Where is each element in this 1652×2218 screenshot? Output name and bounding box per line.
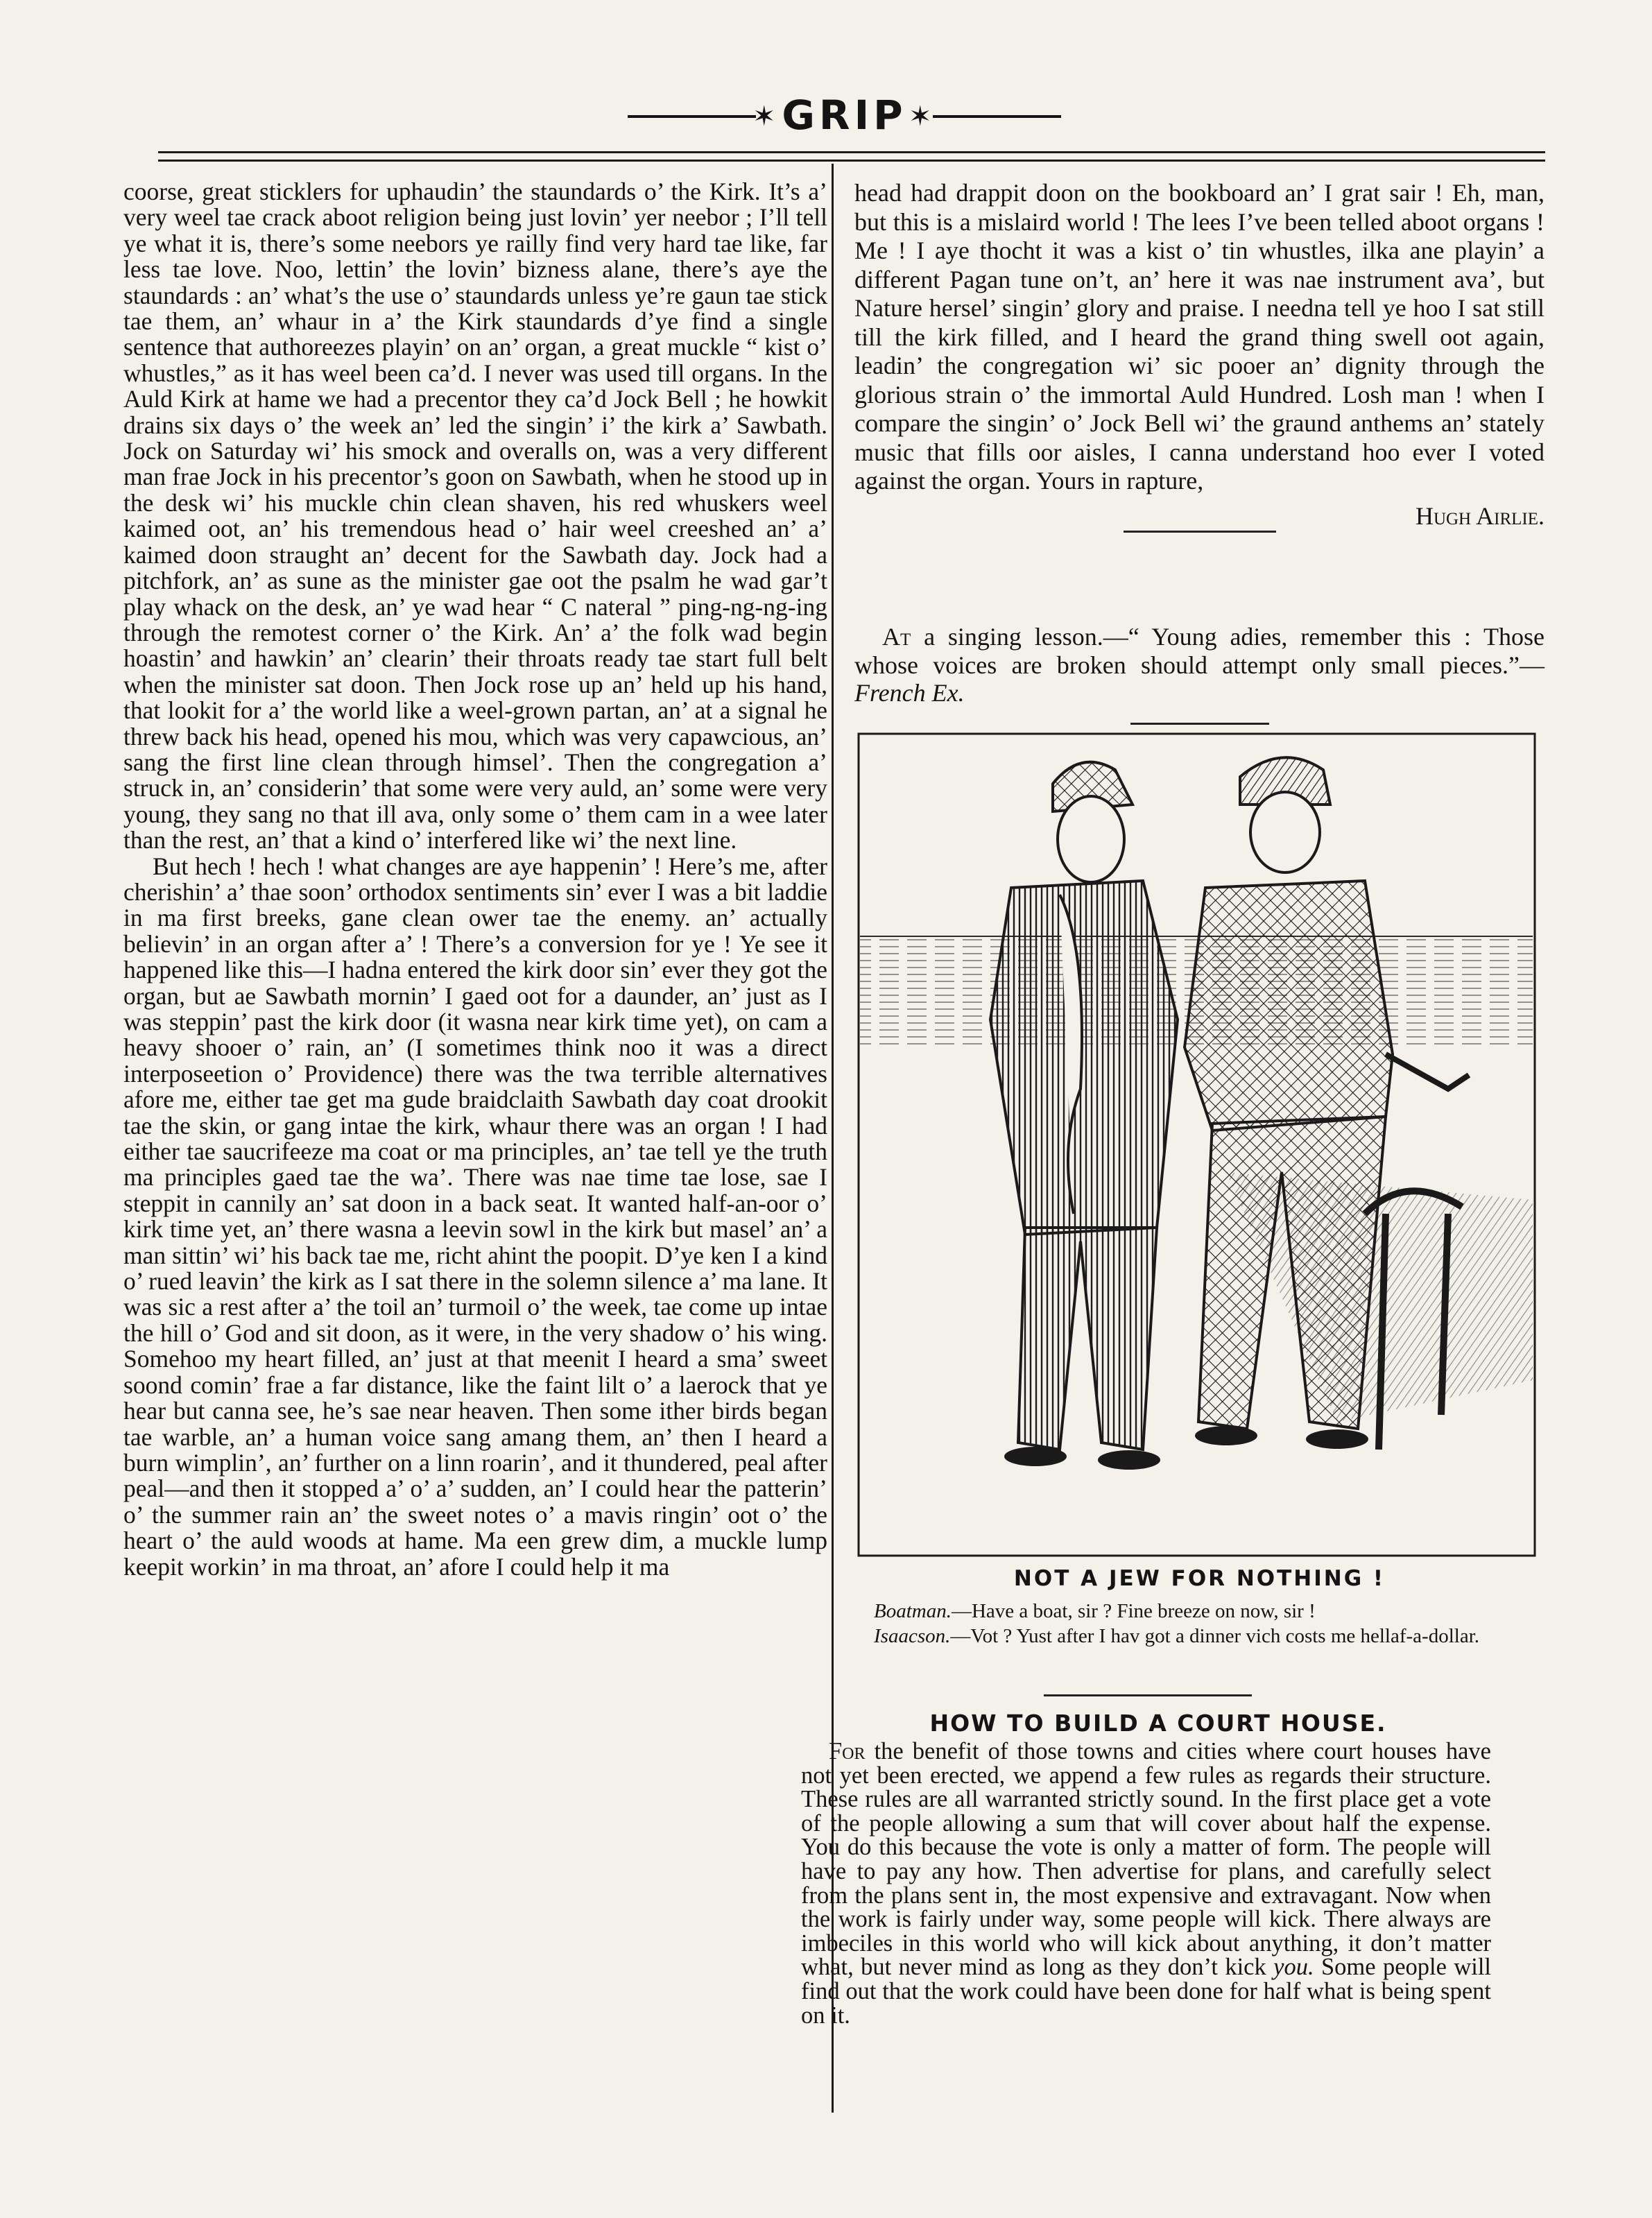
left-column [123, 179, 827, 1580]
masthead-rule-left [628, 115, 756, 118]
star-ornament-left: ✶ [752, 101, 776, 132]
section-separator [1044, 1694, 1252, 1696]
speaker-line: —Vot ? Yust after I hav got a dinner vich costs me hellaf-a-dollar. [950, 1625, 1479, 1647]
cartoon-illustration [852, 728, 1545, 1561]
letter-paragraph: coorse, great sticklers for uphaudin’ the staundards o’ the Kirk. It’s a’ very weel tae crack aboot religion being just lovin’ yer neebor ; I’ll tell ye what it is, there’s some neebors ye railly find very hard tae like, far less tae love. Noo, lettin’ the lovin’ bizness alane, there’s aye the staundards : an’ what’s the use o’ staundards unless ye’re gaun tae stick tae them, an’ whaur in a’ the Kirk staundards d’ye find a single sentence that authoreezes playin’ on an’ organ, a great muckle “ kist o’ whustles,” as it has weel been ca’d. I never was used till organs. In the Auld Kirk at hame we had a precentor they ca’d Jock Bell ; he howkit drains six days o’ the week an’ led the singin’ i’ the kirk a’ Sawbath. Jock on Saturday wi’ his smock and overalls on, was a very different man frae Jock in his precentor’s goon on Sawbath, when he stood up in the desk wi’ his muckle chin clean shaven, his red whuskers weel kaimed oot, an’ his tremendous head o’ hair weel creeshed an’ a’ kaimed doon straught an’ decent for the Sawbath day. Jock had a pitchfork, an’ as sune as the minister gae oot the psalm he wad gar’t play whack on the desk, an’ ye wad hear “ C nateral ” ping-ng-ng-ing through the remotest corner o’ the Kirk. An’ a’ the folk wad begin hoastin’ and hawkin’ an’ clearin’ their throats ready tae start full belt when the minister sat doon. Then Jock rose up an’ held up his hand, that lookit for a’ the world like a weel-grown partan, an’ at a signal he threw back his head, opened his mou, which was very capawcious, an’ sang the first line clean through himsel’. Then the congregation a’ struck in, an’ considerin’ that some were very auld, an’ some were very young, they sang no that ill ava, only some o’ them cam in a wee later than the rest, an’ that a kind o’ interfered like wi’ the next line. [123, 178, 827, 854]
section-separator [1130, 723, 1269, 725]
header-rule-top [158, 151, 1545, 153]
article-title: HOW TO BUILD A COURT HOUSE. [929, 1710, 1387, 1737]
article-emphasis: you. [1273, 1954, 1314, 1981]
speaker-name: Boatman. [874, 1600, 952, 1622]
masthead-title: GRIP [782, 92, 907, 139]
header-rule-bottom [158, 160, 1545, 162]
letter-signature: Hugh Airlie. [1415, 501, 1545, 530]
article-paragraph [801, 1739, 1491, 2027]
singing-body: a singing lesson.—“ Young adies, remember this : Those whose voices are broken should attempt only small pieces.”— [854, 623, 1545, 679]
figure-isaacson [990, 762, 1178, 1470]
singing-lesson-item [854, 623, 1545, 725]
cartoon-dialogue [860, 1599, 1543, 1649]
drop-lead: For [829, 1738, 866, 1764]
star-ornament-right: ✶ [909, 101, 932, 132]
cartoon-title: NOT A JEW FOR NOTHING ! [1013, 1566, 1386, 1591]
cartoon-frame [859, 734, 1535, 1556]
singing-lesson-text [854, 623, 1545, 707]
dialogue-line [860, 1624, 1543, 1649]
letter-paragraph: head had drappit doon on the bookboard an’ I grat sair ! Eh, man, but this is a mislaird world ! The lees I’ve been telled aboot organs ! Me ! I aye thocht it was a kist o’ tin whustles, ilka ane playin’ a different Pagan tune on’t, an’ here it was nae instrument ava’, but Nature hersel’ singin’ glory and praise. I needna tell ye hoo I sat still till the kirk filled, and I heard the grand thing swell oot again, leadin’ the congregation wi’ sic pooer an’ dignity through the glorious strain o’ the immortal Auld Hundred. Losh man ! when I compare the singin’ o’ Jock Bell wi’ the graund anthems an’ stately music that fills oor aisles, I canna understand hoo ever I voted against the organ. Yours in rapture, [854, 179, 1545, 495]
article-body-end: Some people will find out that the work could have been done for half what is being spent on it. [801, 1954, 1491, 2029]
section-separator [1124, 531, 1276, 533]
drop-lead: At [882, 623, 911, 651]
speaker-line: —Have a boat, sir ? Fine breeze on now, sir ! [951, 1600, 1316, 1622]
singing-source: French Ex. [854, 679, 965, 707]
court-house-article [801, 1739, 1491, 2027]
dialogue-line [860, 1599, 1543, 1624]
speaker-name: Isaacson. [874, 1625, 951, 1647]
masthead [0, 90, 1652, 139]
article-body: the benefit of those towns and cities where court houses have not yet been erected, we append a few rules as regards their structure. These rules are all warranted strictly sound. In the first place get a vote of the people allowing a sum that will cover about half the expense. You do this because the vote is only a matter of form. The people will have to pay any how. Then advertise for plans, and carefully select from the plans sent in, the most expensive and extravagant. Now when the work is fairly under way, some people will kick. There always are imbeciles in this world who will kick about anything, it don’t matter what, but never mind as long as they don’t kick [801, 1738, 1491, 1981]
letter-paragraph: But hech ! hech ! what changes are aye happenin’ ! Here’s me, after cherishin’ a’ thae soon’ orthodox sentiments sin’ ever I was a bit laddie in ma first breeks, gane clean ower tae the enemy. an’ actually believin’ in an organ after a’ ! There’s a conversion for ye ! Ye see it happened like this—I hadna entered the kirk door sin’ ever they got the organ, but ae Sawbath mornin’ I gaed oot for a daunder, an’ just as I was steppin’ past the kirk door (it wasna near kirk time yet), on cam a heavy shooer o’ rain, an’ (I sometimes think noo it was a direct interposeetion o’ Providence) there was the twa terrible alternatives afore me, either tae get ma gude braidclaith Sawbath day coat drookit tae the skin, or gang intae the kirk, whaur there was an organ ! I had either tae saucrifeeze ma coat or ma principles, an’ tae tell ye the truth ma principles gaed tae the wa’. There was nae time tae lose, sae I steppit in cannily an’ sat doon in a back seat. It wanted half-an-oor o’ kirk time yet, an’ there wasna a leevin sowl in the kirk but masel’ an’ a man sittin’ wi’ his back tae me, richt ahint the poopit. D’ye ken I a kind o’ rued leavin’ the kirk as I sat there in the solemn silence a’ ma lane. It was sic a rest after a’ the toil an’ turmoil o’ the week, tae come up intae the hill o’ God and sit doon, as it were, in the very shadow o’ his wing. Somehoo my heart filled, an’ just at that meenit I heard a sma’ sweet soond comin’ frae a far distance, like the faint lilt o’ a laerock that ye hear but canna see, he’s sae near heaven. Then some ither birds began tae warble, an’ a human voice sang amang them, an’ then I heard a burn wimplin’, an’ further on a linn roarin’, and it thundered, peal after peal—and then it stopped a’ o’ a’ sudden, an’ I could hear the patterin’ o’ the summer rain an’ the sweet notes o’ a mavis ringin’ oot o’ the heart o’ the auld woods at hame. Ma een grew dim, a muckle lump keepit workin’ in ma throat, an’ afore I could help it ma [123, 852, 827, 1581]
letter-conclusion [854, 179, 1545, 533]
masthead-rule-right [933, 115, 1061, 118]
